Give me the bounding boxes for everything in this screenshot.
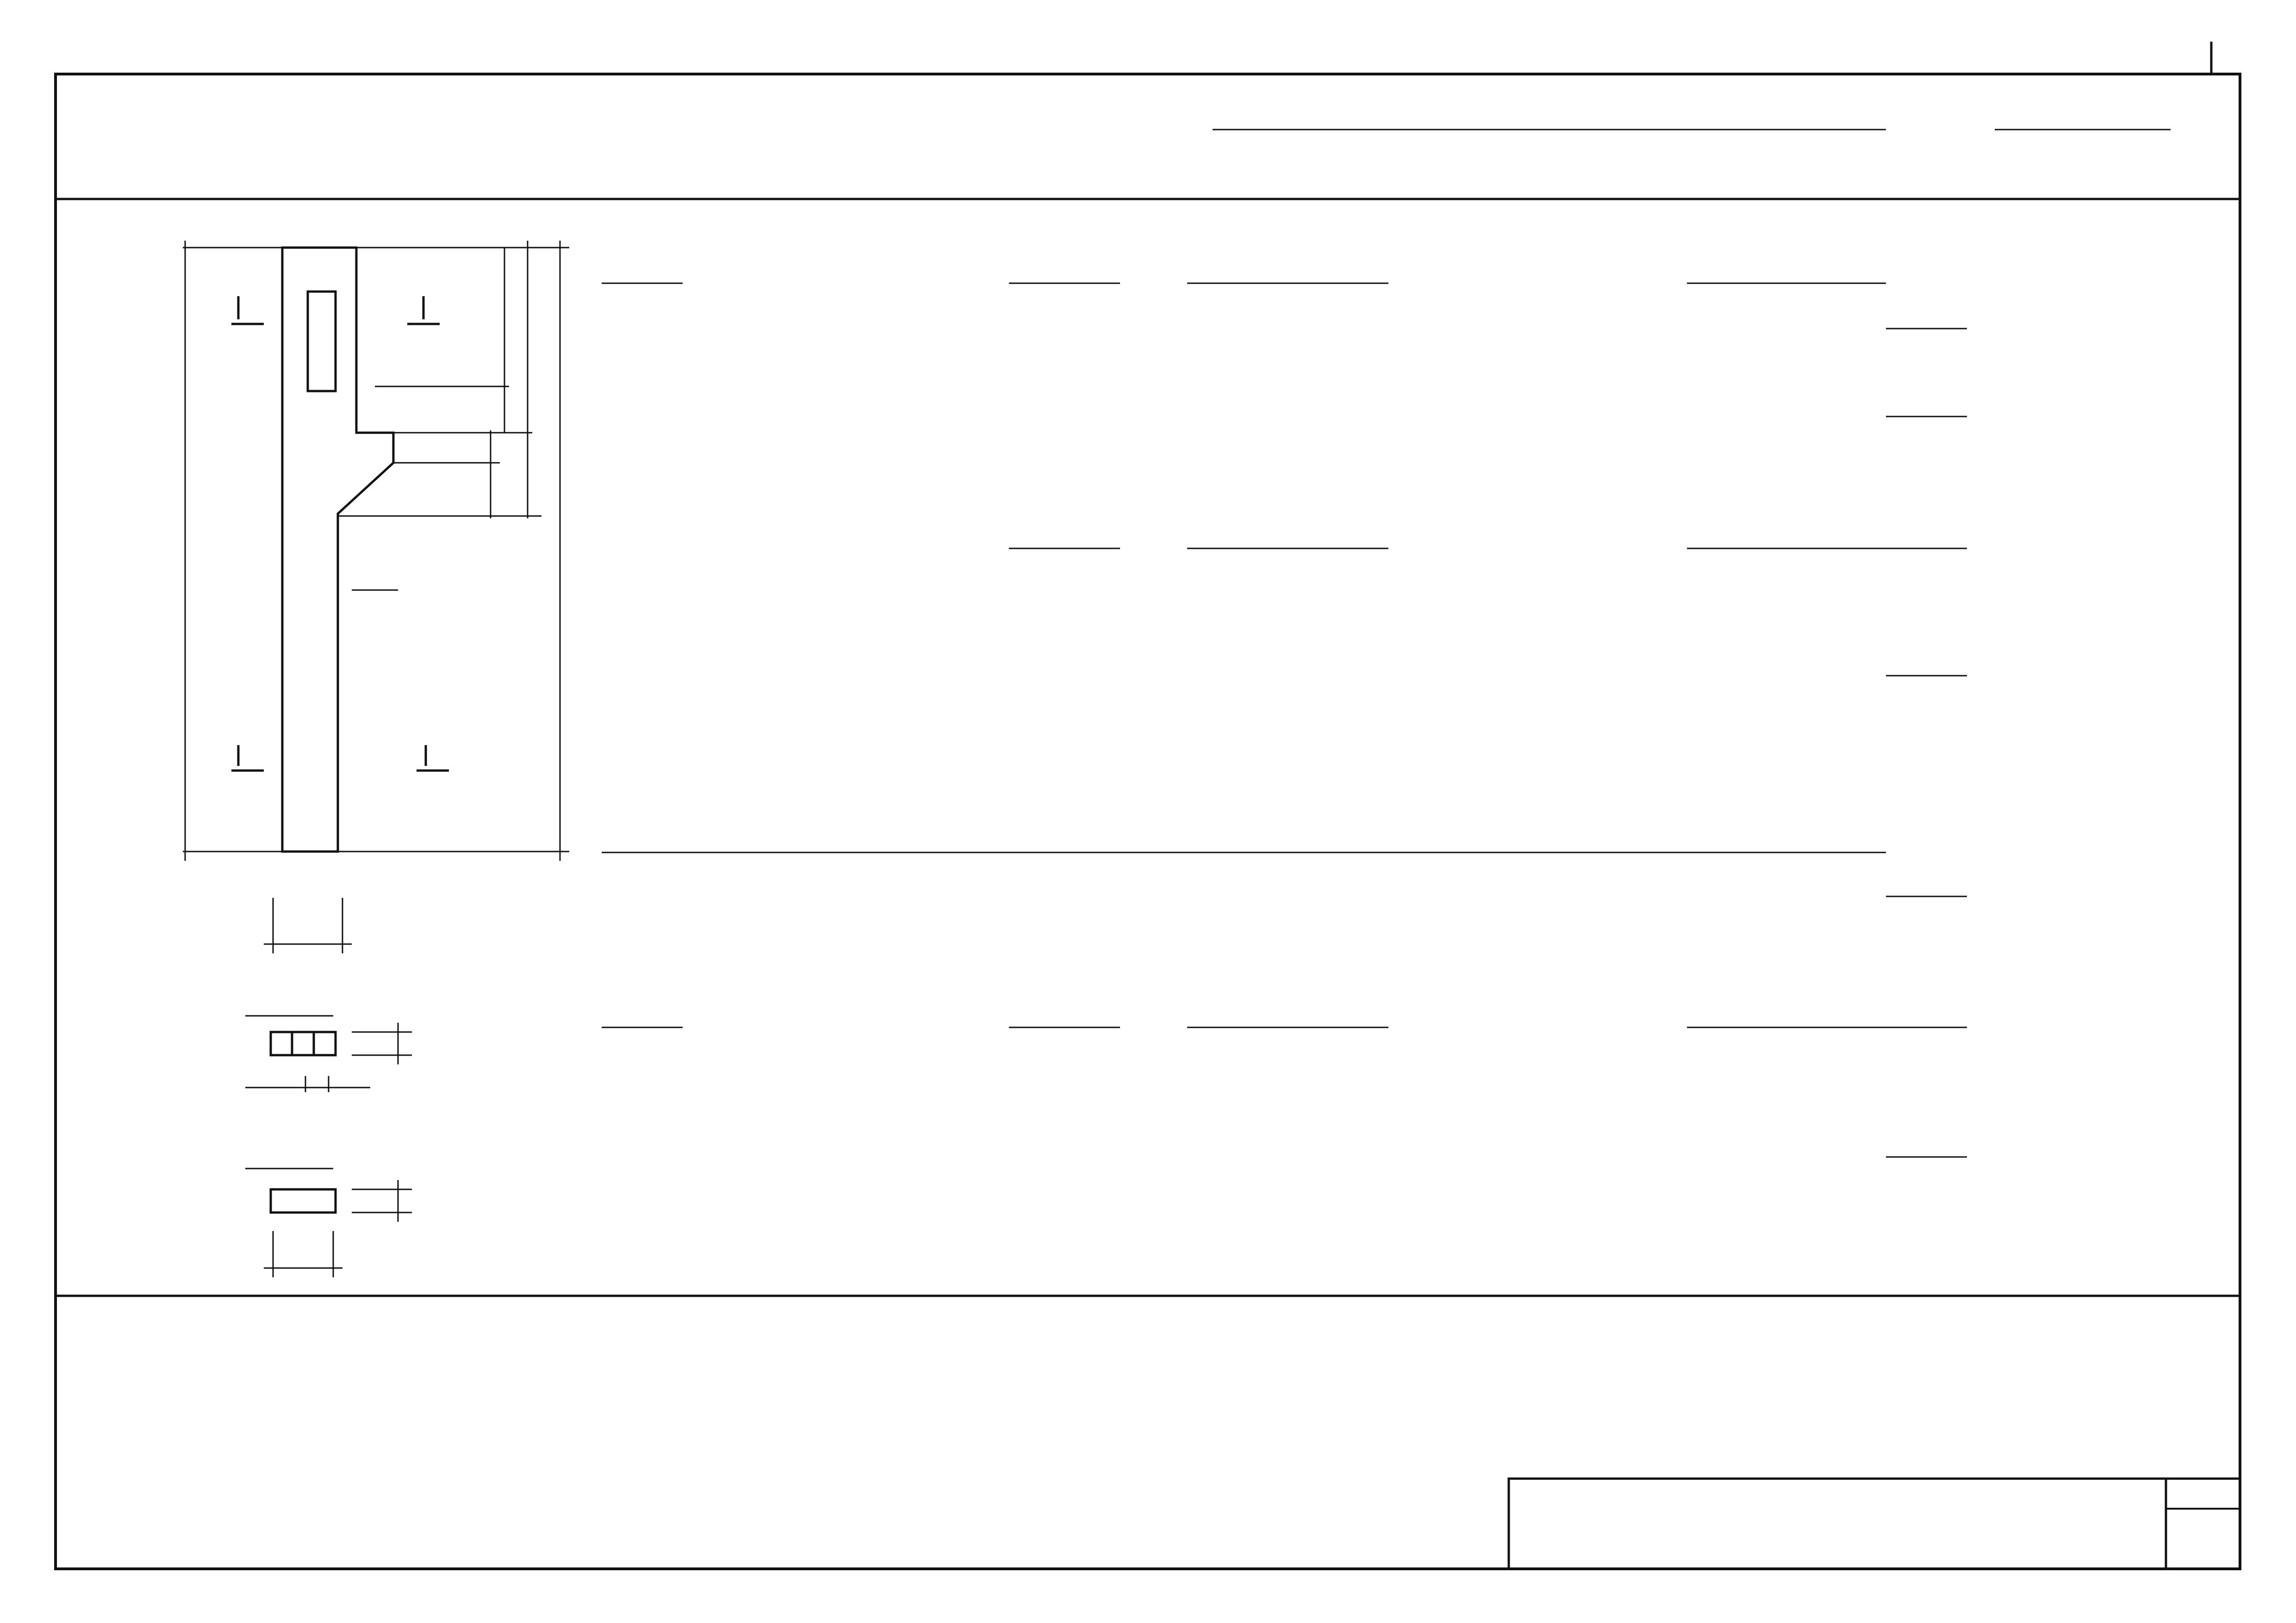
column-sketch [183, 241, 569, 1277]
title-block [1509, 1479, 2240, 1569]
sheet-frame [56, 74, 2240, 1569]
